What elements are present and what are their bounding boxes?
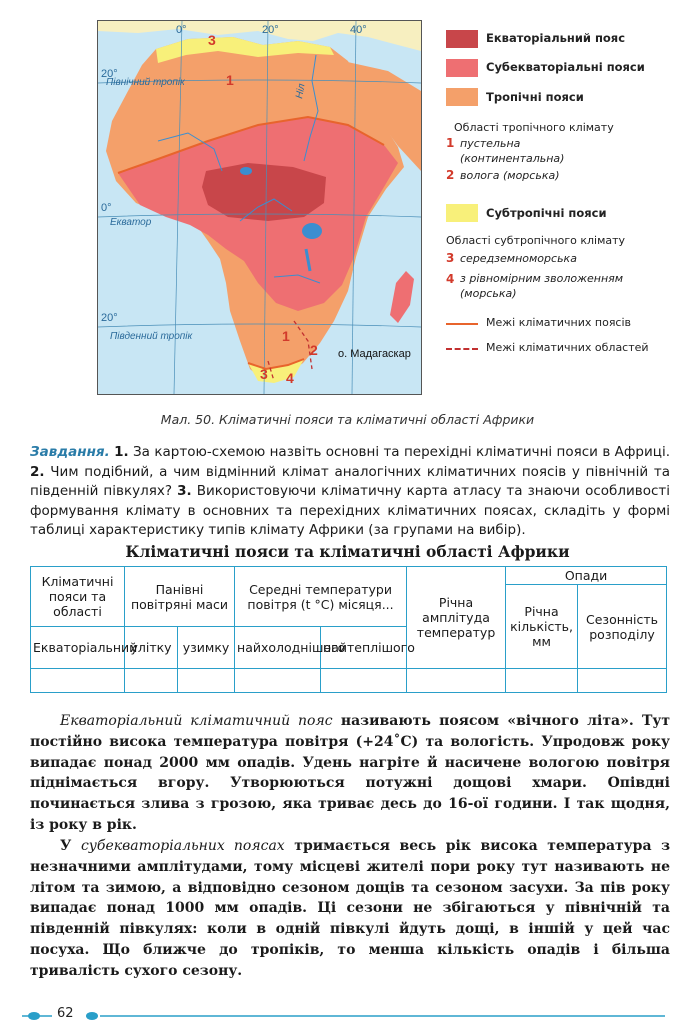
table-empty-row <box>31 669 667 693</box>
legend-t2-text: волога (морська) <box>460 169 560 182</box>
paragraph-equatorial <box>30 711 670 836</box>
th-winter: узимку <box>178 627 235 669</box>
table-cell <box>31 669 125 693</box>
legend-s3-num: 3 <box>446 251 455 265</box>
africa-climate-map <box>97 20 422 395</box>
legend-subtropical-areas-title: Області субтропічного клімату <box>446 234 626 247</box>
map-region-3-north: 3 <box>208 32 216 48</box>
table-cell <box>578 669 667 693</box>
table-cell <box>321 669 407 693</box>
equatorial-zone <box>202 163 326 221</box>
legend-area-boundary: Межі кліматичних областей <box>486 341 649 354</box>
legend-swatch-subtropical <box>446 204 478 222</box>
th-coldest: найхолоднішого <box>235 627 321 669</box>
legend-subtropical: Субтропічні пояси <box>486 206 607 220</box>
task-num-1: 1. <box>114 444 129 460</box>
map-label-lon0: 0° <box>176 24 187 36</box>
figure-caption: Мал. 50. Кліматичні пояси та кліматичні області Африки <box>160 412 535 427</box>
th-summer: улітку <box>125 627 178 669</box>
page-footer <box>0 1005 695 1025</box>
legend-t2-num: 2 <box>446 168 455 182</box>
p2-text: тримається весь рік висока температура з незначними амплітудами, тому місцеві жителі пори року тут називають не літом та зимою, а відповідно сезоном дощів та сезоном засухи. За пів року випадає понад 1000 мм опадів. Ці сезони не збігаються у північній та південній півкулях: коли в одній півкулі йдуть дощі, в іншій у цей час посуха. Що ближче до тропіків, то менша кількість опадів і більша тривалість сухого сезону. <box>30 838 671 979</box>
lake-victoria <box>302 223 322 239</box>
task-num-3: 3. <box>177 483 192 499</box>
legend-belt-boundary-line <box>446 323 478 325</box>
table-cell <box>235 669 321 693</box>
th-air-masses: Панівні повітряні маси <box>125 567 235 627</box>
map-label-lat20s: 20° <box>101 312 118 324</box>
table-cell <box>178 669 235 693</box>
paragraph-subequatorial <box>30 836 670 982</box>
row-equatorial: Екваторіальний <box>31 627 125 669</box>
task-text-2: Чим подібний, а чим відмінний клімат аналогічних кліматичних поясів у північній та південній півкулях? <box>30 463 671 499</box>
task-text-3: Використовуючи кліматичну карта атласу та знаючи особливості формування клімату в основних та перехідних кліматичних поясах, складіть у формі таблиці характеристику типів клімату Африки (за групами на вибір). <box>30 483 670 538</box>
map-region-3-south: 3 <box>260 366 268 382</box>
task-num-2: 2. <box>30 463 45 480</box>
map-label-madagascar: о. Мадагаскар <box>338 348 411 360</box>
climate-table <box>30 566 667 693</box>
th-temperatures: Середні температури повітря (t °С) місяця... <box>235 567 407 627</box>
table-title: Кліматичні пояси та кліматичні області Африки <box>125 542 570 561</box>
map-region-1-north: 1 <box>226 72 234 88</box>
table-cell <box>407 669 506 693</box>
map-region-1-south: 1 <box>282 328 290 344</box>
legend-t1-num: 1 <box>446 136 455 150</box>
legend-swatch-equatorial <box>446 30 478 48</box>
map-svg <box>98 21 421 394</box>
map-label-south-tropic: Південний тропік <box>110 331 193 342</box>
p2-lead: У <box>60 838 72 854</box>
legend-belt-boundary: Межі кліматичних поясів <box>486 316 632 329</box>
table-cell <box>125 669 178 693</box>
map-label-lon40: 40° <box>350 24 367 36</box>
legend-s4-num: 4 <box>446 272 455 286</box>
table-cell <box>506 669 578 693</box>
map-region-4-south: 4 <box>286 370 294 386</box>
task-block <box>30 443 670 541</box>
th-warmest: найтеплішого <box>321 627 407 669</box>
page-number: 62 <box>57 1006 74 1021</box>
map-label-equator: Екватор <box>110 217 152 228</box>
legend-subequatorial: Субекваторіальні пояси <box>486 60 645 74</box>
map-region-2-south: 2 <box>310 342 318 358</box>
lake-chad <box>240 167 252 175</box>
legend-area-boundary-line <box>446 348 478 350</box>
map-label-lat20n: 20° <box>101 68 118 80</box>
legend-tropical-areas-title: Області тропічного клімату <box>454 121 614 134</box>
th-amplitude: Річна амплітуда температур <box>407 567 506 669</box>
legend-s4-line1: з рівномірним зволоженням <box>460 272 624 285</box>
th-belts: Кліматичні пояси та області <box>31 567 125 627</box>
task-label: Завдання. <box>30 444 110 460</box>
th-precipitation: Опади <box>506 567 667 585</box>
legend-swatch-tropical <box>446 88 478 106</box>
legend-t1-line2: (континентальна) <box>460 152 565 165</box>
footer-ornament-right <box>86 1012 98 1020</box>
p1-text: називають поясом «вічного літа». Тут постійно висока температура повітря (+24˚С) та вологість. Упродовж року випадає понад 2000 мм опадів. Удень нагріте й насичене вологою повітря піднімається вгору. Утворюються потужні дощові хмари. Опівдні починається злива з грозою, яка триває десь до 16-ої години. І так щодня, із року в рік. <box>30 713 671 833</box>
legend-tropical: Тропічні пояси <box>486 90 584 104</box>
legend-s4-line2: (морська) <box>460 287 517 300</box>
legend-swatch-subequatorial <box>446 59 478 77</box>
map-label-lat0: 0° <box>101 202 112 214</box>
task-text-1: За картою-схемою назвіть основні та перехідні кліматичні пояси в Африці. <box>133 444 671 460</box>
th-annual-precip: Річна кількість, мм <box>506 585 578 669</box>
th-seasonality: Сезонність розподілу <box>578 585 667 669</box>
map-label-nile: Ніл <box>294 82 308 100</box>
legend-t1-line1: пустельна <box>460 137 521 150</box>
p1-italic: Екваторіальний кліматичний пояс <box>60 713 333 729</box>
legend-s3-text: середземноморська <box>460 252 577 265</box>
map-label-lon20: 20° <box>262 24 279 36</box>
map-label-north-tropic: Північний тропік <box>106 77 185 88</box>
p2-italic: субекваторіальних поясах <box>80 838 285 854</box>
legend-equatorial: Екваторіальний пояс <box>486 31 626 45</box>
